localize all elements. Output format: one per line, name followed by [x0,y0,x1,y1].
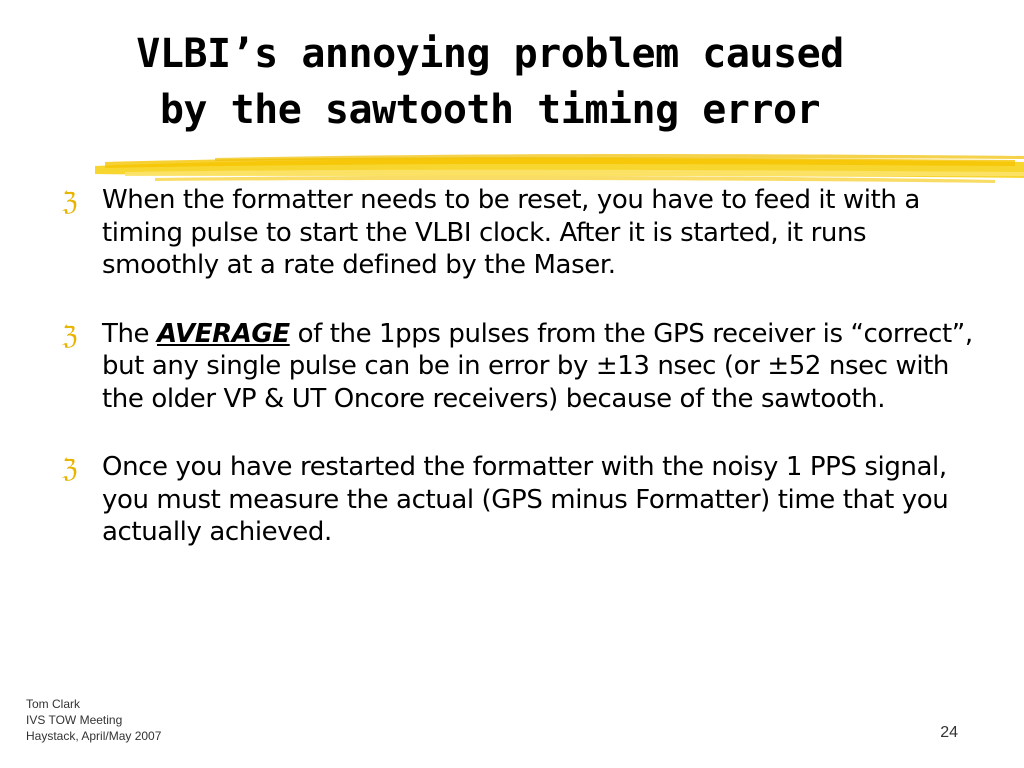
z-scribble-bullet-icon: ℨ [62,187,78,216]
z-scribble-bullet-icon: ℨ [62,320,78,350]
bullet-text-prefix: The [102,318,158,349]
bullet-text [102,318,982,416]
title-line-2: by the sawtooth timing error [159,87,821,133]
bullet-list [62,184,982,585]
bullet-text-suffix: of the 1pps pulses from the GPS receiver is “correct”, but any single pulse can be in error by ±13 nsec (or ±52 nsec with the older VP & UT Oncore receivers) because of the sawtooth. [102,318,973,414]
bullet-item [62,451,982,549]
yellow-brush-stroke-divider [95,148,1024,188]
bullet-text: Once you have restarted the formatter with the noisy 1 PPS signal, you must measure the actual (GPS minus Formatter) time that you actually achieved. [102,452,949,547]
z-scribble-bullet-icon: ℨ [62,454,78,483]
title-line-1: VLBI’s annoying problem caused [136,31,844,77]
average-emphasis: AVERAGE [157,318,290,349]
bullet-item [62,184,982,282]
footer-event: IVS TOW Meeting [26,713,123,727]
slide-title [40,26,940,138]
bullet-text: When the formatter needs to be reset, you have to feed it with a timing pulse to start the VLBI clock. After it is started, it runs smoothly at a rate defined by the Maser. [102,185,920,280]
footer-location-date: Haystack, April/May 2007 [26,729,162,743]
bullet-item [62,318,982,416]
page-number: 24 [940,724,958,741]
footer-author: Tom Clark [26,697,81,711]
footer-info [26,696,161,744]
